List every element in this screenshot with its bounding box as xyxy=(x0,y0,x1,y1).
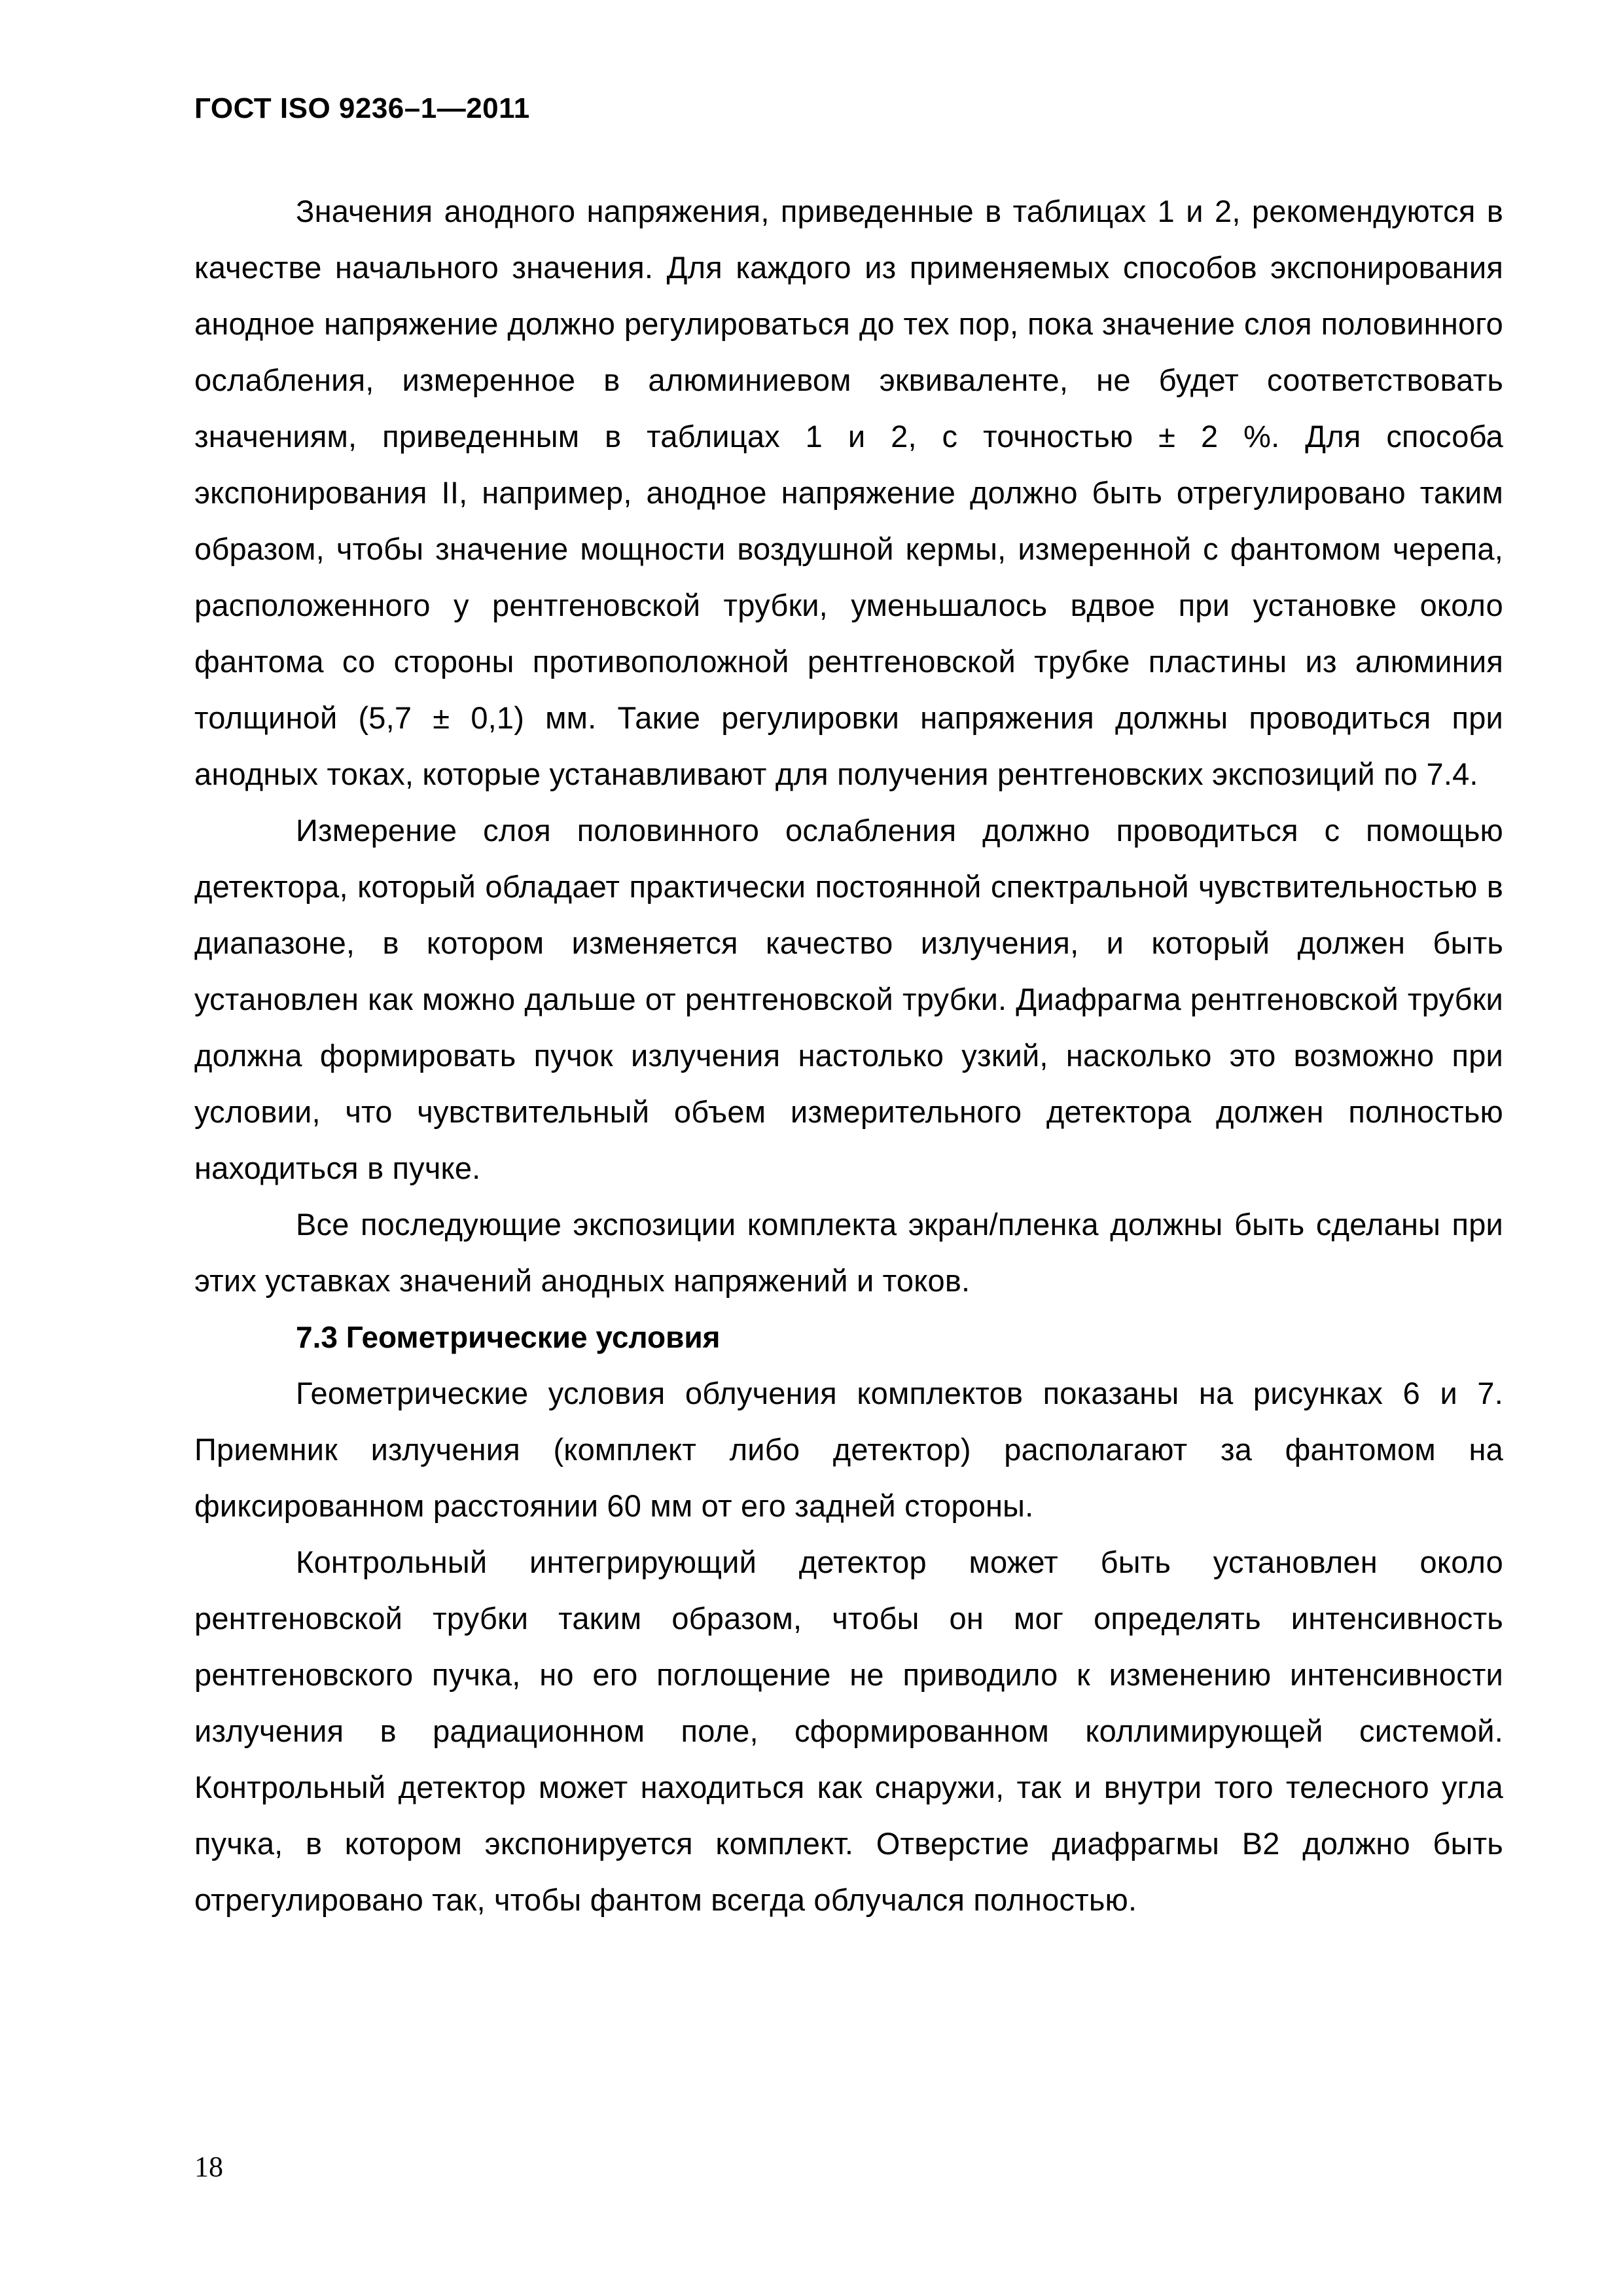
paragraph-subsequent-exposures: Все последующие экспозиции комплекта экран/пленка должны быть сделаны при этих уставках значений анодных напряжений и токов. xyxy=(194,1207,1503,1298)
paragraph-control-detector: Контрольный интегрирующий детектор может быть установлен около рентгеновской трубки таким образом, чтобы он мог определять интенсивность рентгеновского пучка, но его поглощение не приводило к изменению интенсивности излучения в радиационном поле, сформированном коллимирующей системой. Контрольный детектор может находиться как снаружи, так и внутри того телесного угла пучка, в котором экспонируется комплект. Отверстие диафрагмы B2 должно быть отрегулировано так, чтобы фантом всегда облучался полностью. xyxy=(194,1545,1503,1917)
paragraph-geometric-conditions: Геометрические условия облучения комплектов показаны на рисунках 6 и 7. Приемник излучения (комплект либо детектор) располагают за фантомом на фиксированном расстоянии 60 мм от его задней стороны. xyxy=(194,1376,1503,1523)
page-number: 18 xyxy=(194,2151,223,2183)
page-body xyxy=(194,183,1503,1928)
paragraph-half-value-layer: Измерение слоя половинного ослабления должно проводиться с помощью детектора, который обладает практически постоянной спектральной чувствительностью в диапазоне, в котором изменяется качество излучения, и который должен быть установлен как можно дальше от рентгеновской трубки. Диафрагма рентгеновской трубки должна формировать пучок излучения настолько узкий, насколько это возможно при условии, что чувствительный объем измерительного детектора должен полностью находиться в пучке. xyxy=(194,813,1503,1185)
section-heading-geometric-conditions: 7.3 Геометрические условия xyxy=(296,1320,721,1354)
document-header: ГОСТ ISO 9236–1—2011 xyxy=(194,92,530,124)
paragraph-anode-voltage: Значения анодного напряжения, приведенные в таблицах 1 и 2, рекомендуются в качестве начального значения. Для каждого из применяемых способов экспонирования анодное напряжение должно регулироваться до тех пор, пока значение слоя половинного ослабления, измеренное в алюминиевом эквиваленте, не будет соответствовать значениям, приведенным в таблицах 1 и 2, с точностью ± 2 %. Для способа экспонирования II, например, анодное напряжение должно быть отрегулировано таким образом, чтобы значение мощности воздушной кермы, измеренной с фантомом черепа, расположенного у рентгеновской трубки, уменьшалось вдвое при установке около фантома со стороны противоположной рентгеновской трубке пластины из алюминия толщиной (5,7 ± 0,1) мм. Такие регулировки напряжения должны проводиться при анодных токах, которые устанавливают для получения рентгеновских экспозиций по 7.4. xyxy=(194,194,1503,791)
